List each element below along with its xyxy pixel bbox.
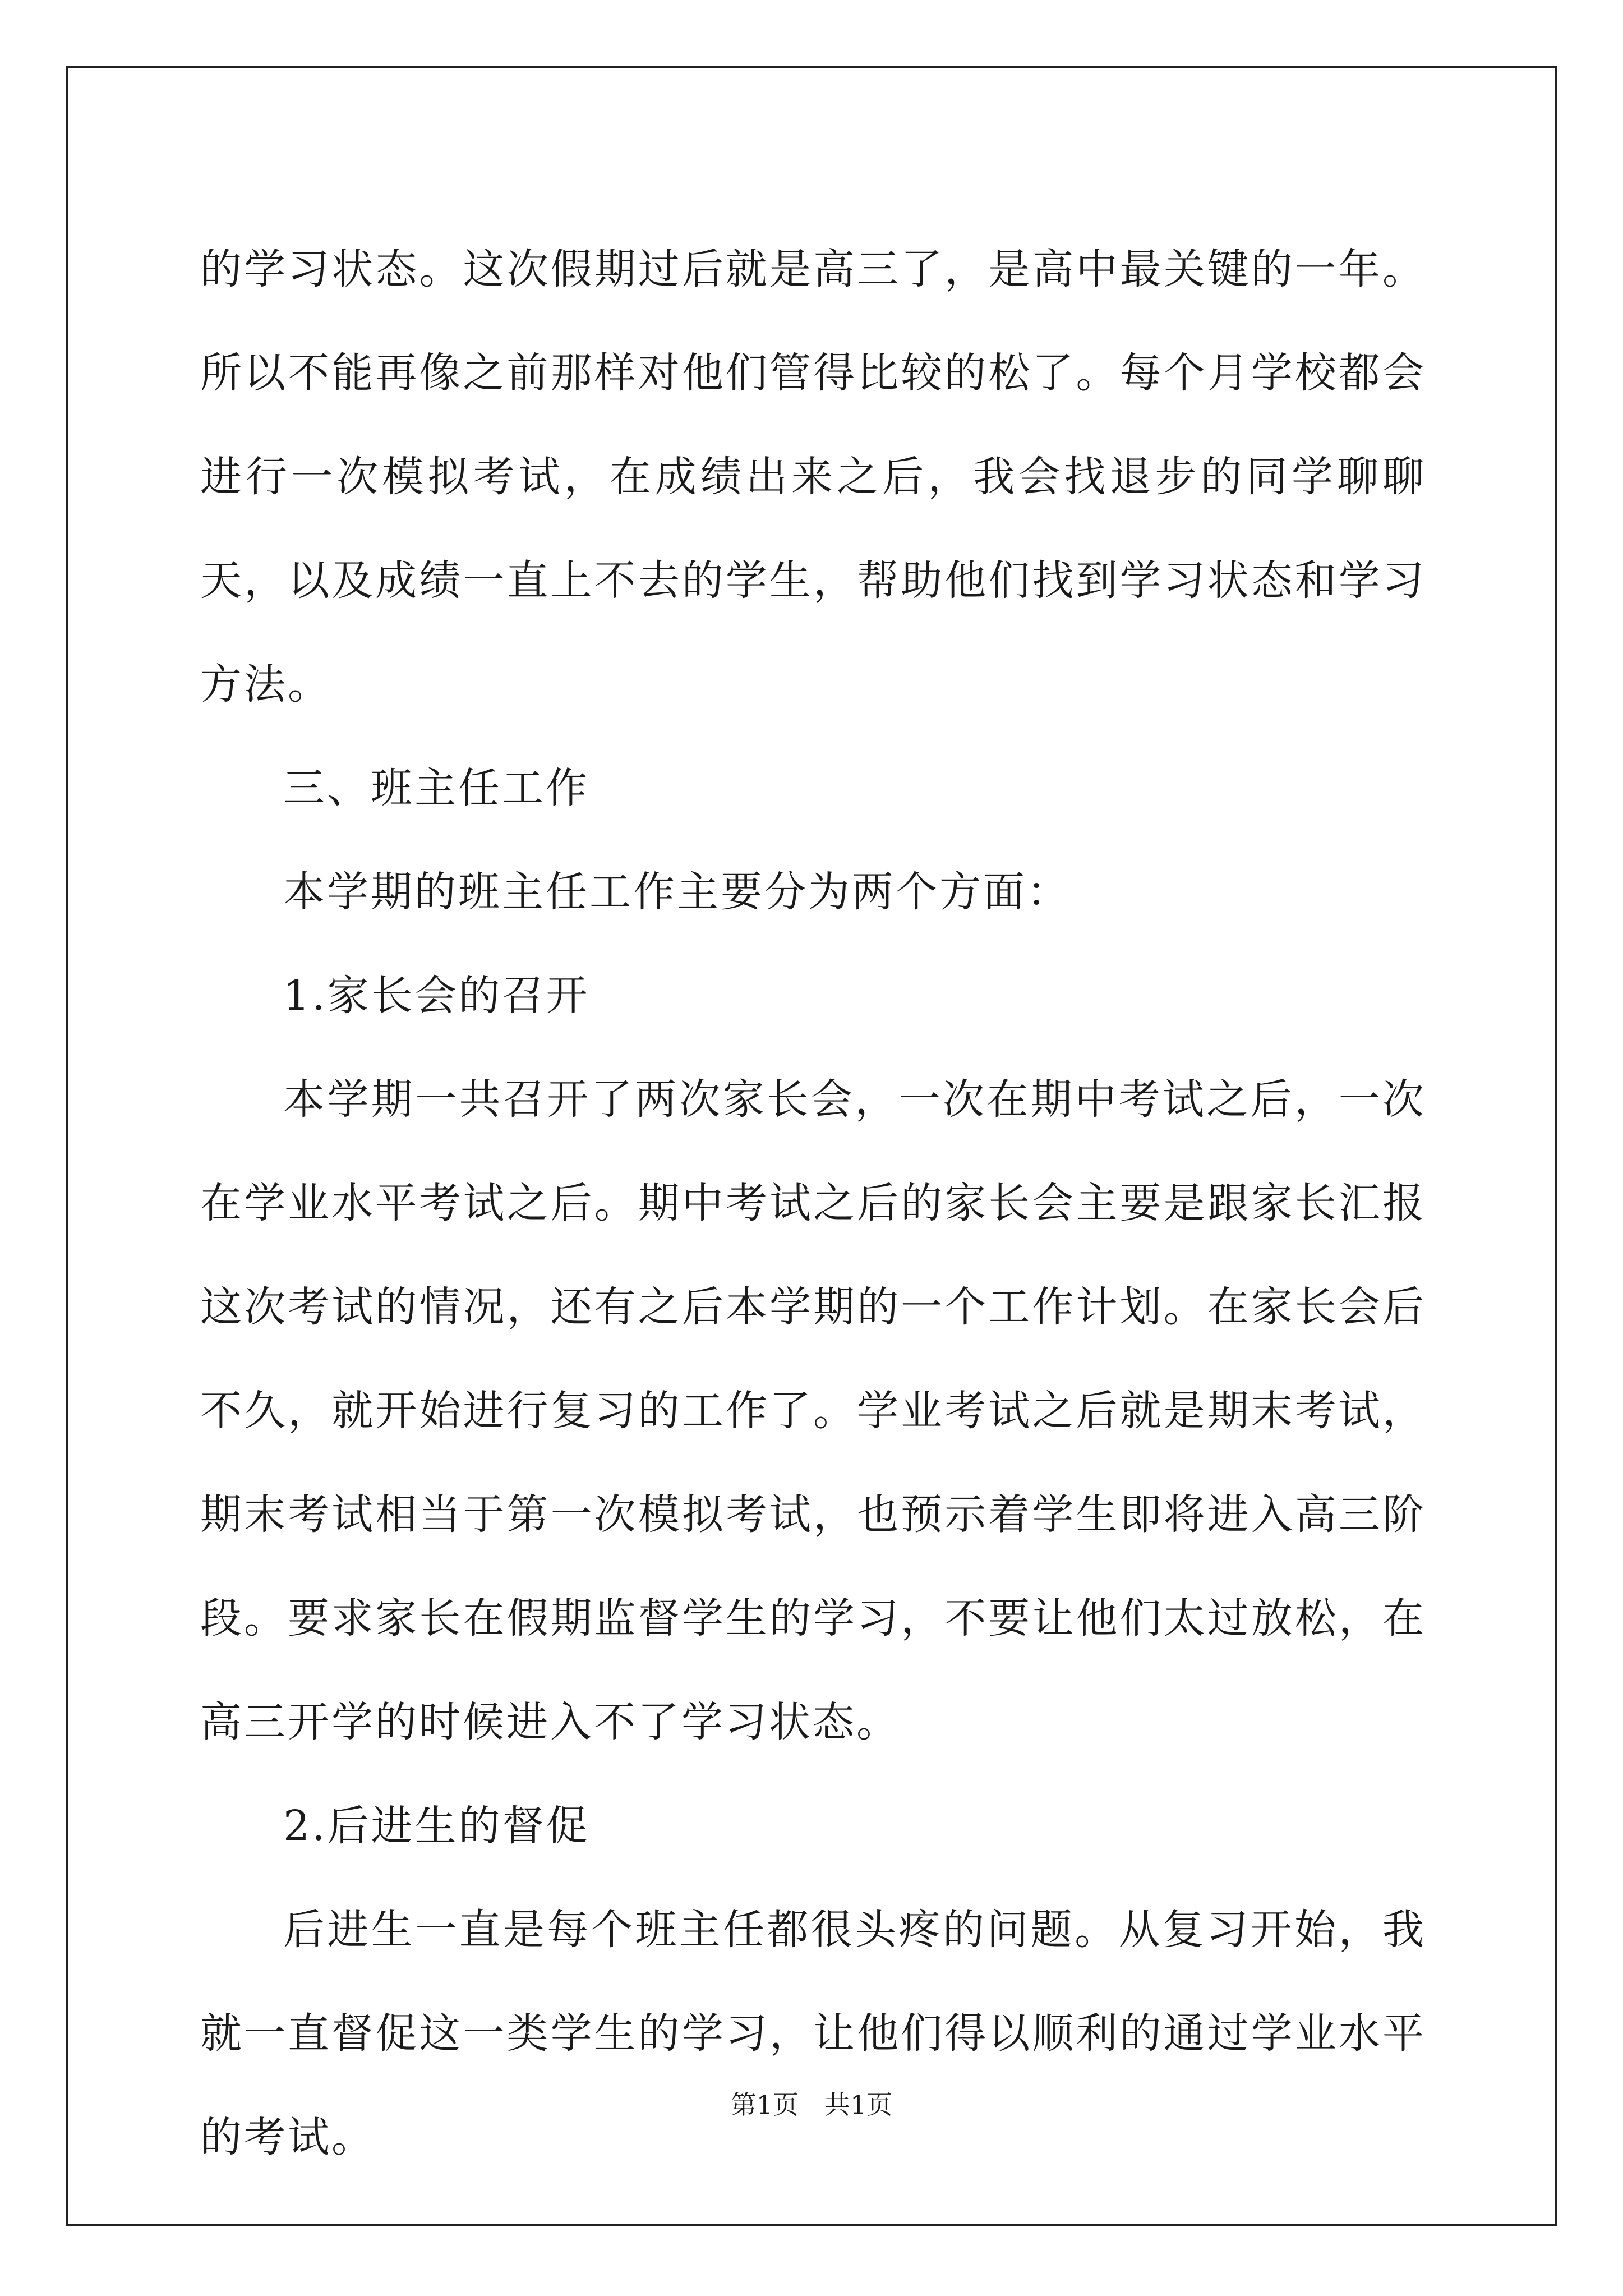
page-number-footer: 第1页 共1页 bbox=[730, 2090, 893, 2120]
subheading-underachiever-supervision: 2.后进生的督促 bbox=[283, 1802, 590, 1850]
document-body bbox=[200, 218, 1426, 2189]
paragraph-2: 本学期的班主任工作主要分为两个方面： bbox=[283, 868, 1071, 916]
section-heading-class-teacher-work: 三、班主任工作 bbox=[283, 764, 589, 812]
subheading-parent-meeting: 1.家长会的召开 bbox=[283, 972, 590, 1020]
paragraph-3: 本学期一共召开了两次家长会，一次在期中考试之后，一次在学业水平考试之后。期中考试之后的家长会主要是跟家长汇报这次考试的情况，还有之后本学期的一个工作计划。在家长会后不久，就开始进行复习的工作了。学业考试之后就是期末考试，期末考试相当于第一次模拟考试，也预示着学生即将进入高三阶段。要求家长在假期监督学生的学习，不要让他们太过放松，在高三开学的时候进入不了学习状态。 bbox=[200, 1075, 1426, 1746]
paragraph-4: 后进生一直是每个班主任都很头疼的问题。从复习开始，我就一直督促这一类学生的学习，让他们得以顺利的通过学业水平的考试。 bbox=[200, 1906, 1426, 2161]
paragraph-1: 的学习状态。这次假期过后就是高三了，是高中最关键的一年。所以不能再像之前那样对他们管得比较的松了。每个月学校都会进行一次模拟考试，在成绩出来之后，我会找退步的同学聊聊天，以及成绩一直上不去的学生，帮助他们找到学习状态和学习方法。 bbox=[200, 245, 1426, 708]
